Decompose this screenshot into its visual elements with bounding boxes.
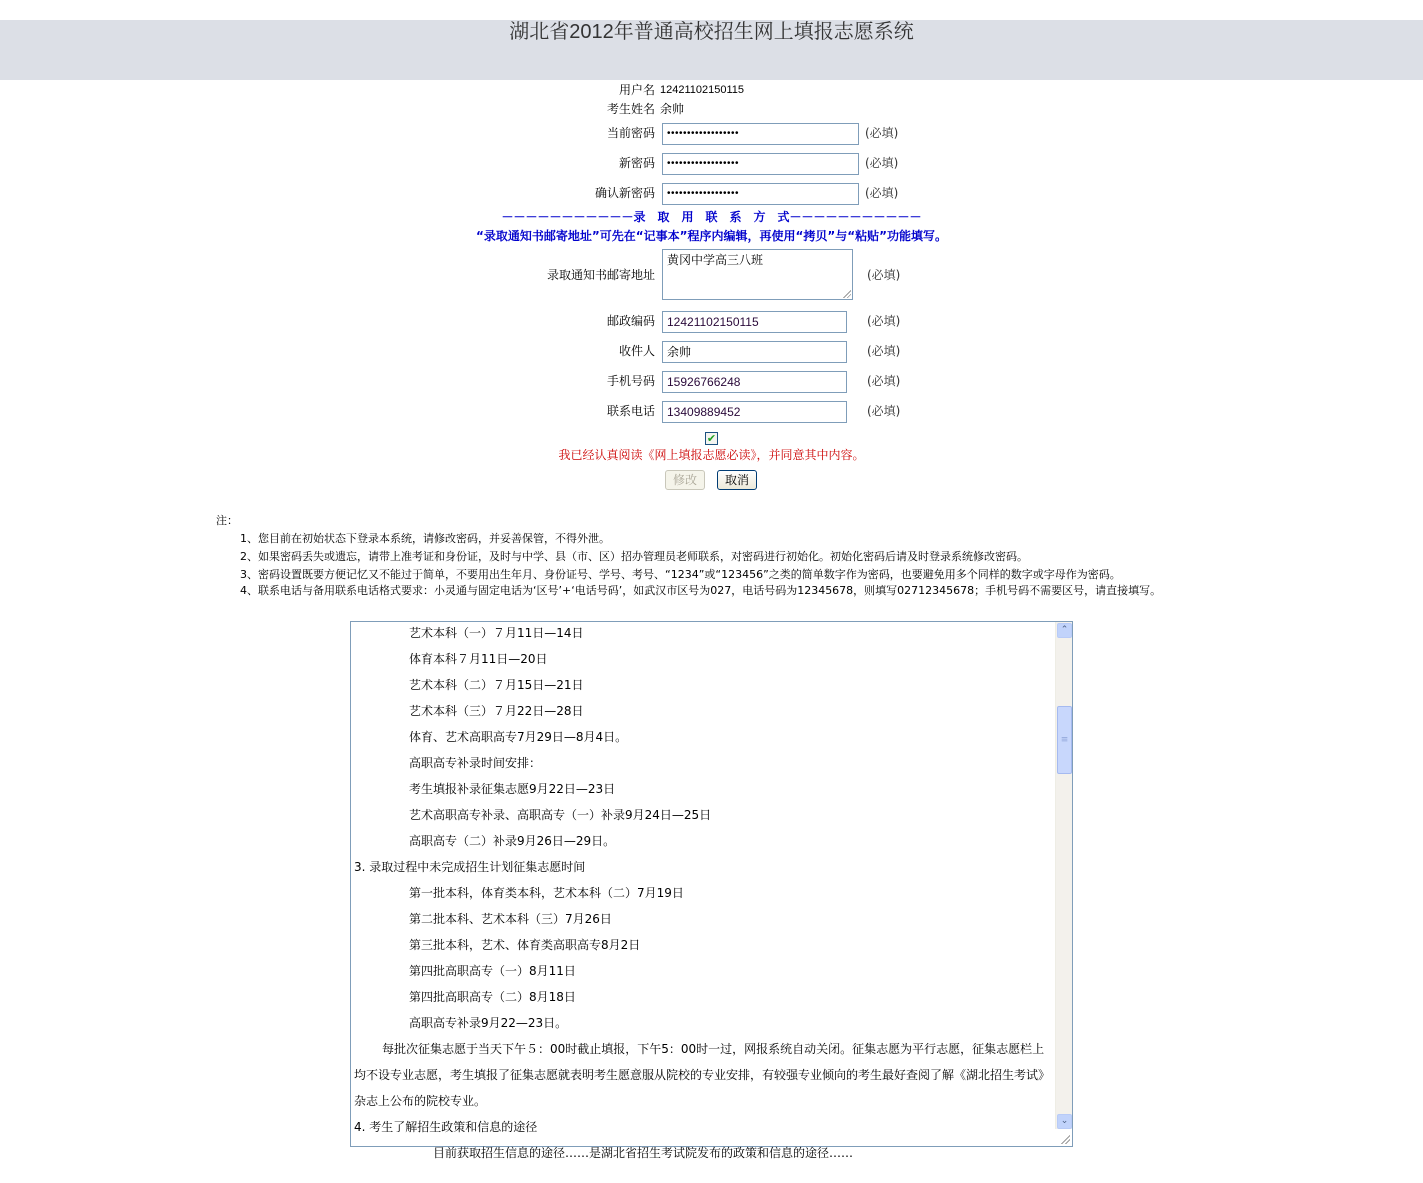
modify-button[interactable]: 修改 <box>665 470 705 490</box>
vertical-scrollbar[interactable] <box>1055 622 1072 1130</box>
name-label: 考生姓名 <box>606 102 655 116</box>
content-line: 第三批本科，艺术、体育类高职高专8月2日 <box>409 938 641 952</box>
address-textarea[interactable] <box>662 249 853 300</box>
resize-grip-icon[interactable] <box>1055 1129 1072 1146</box>
note-item: 2、如果密码丢失或遗忘，请带上准考证和身份证，及时与中学、县（市、区）招办管理员老师联系，对密码进行初始化。初始化密码后请及时登录系统修改密码。 <box>240 550 1028 563</box>
phone-required: (必填) <box>867 404 901 418</box>
agree-text: 我已经认真阅读《网上填报志愿必读》，并同意其中内容。 <box>558 448 865 462</box>
username-row <box>0 80 1423 100</box>
username-value: 12421102150115 <box>660 84 745 96</box>
content-line: 第二批本科、艺术本科（三）7月26日 <box>409 912 612 926</box>
mobile-input[interactable]: 15926766248 <box>662 371 847 393</box>
cancel-button[interactable]: 取消 <box>717 470 757 490</box>
scroll-down-icon[interactable]: ⌄ <box>1057 1114 1072 1129</box>
contact-section-title: －－－－－－－－－－－录 取 用 联 系 方 式－－－－－－－－－－－ <box>501 210 922 224</box>
mobile-label: 手机号码 <box>606 374 655 388</box>
scroll-thumb[interactable]: ≡ <box>1057 706 1072 774</box>
content-line: 艺术本科（三）７月22日—28日 <box>409 704 584 718</box>
content-line: 体育本科７月11日—20日 <box>409 652 548 666</box>
checkmark-icon: ✔ <box>706 432 717 445</box>
content-line: 第一批本科，体育类本科，艺术本科（二）7月19日 <box>409 886 684 900</box>
address-required: (必填) <box>867 268 901 282</box>
confirm-password-required: (必填) <box>865 186 899 200</box>
contact-hint: “录取通知书邮寄地址”可先在“记事本”程序内编辑，再使用“拷贝”与“粘贴”功能填写。 <box>475 229 948 243</box>
notes-section <box>216 512 1206 598</box>
content-line: 第四批高职高专（二）8月18日 <box>409 990 576 1004</box>
new-password-label: 新密码 <box>618 156 655 170</box>
content-heading: 3. 录取过程中未完成招生计划征集志愿时间 <box>354 860 586 874</box>
confirm-password-input[interactable]: •••••••••••••••••• <box>662 183 859 205</box>
new-password-input[interactable]: •••••••••••••••••• <box>662 153 859 175</box>
current-password-label: 当前密码 <box>606 126 655 140</box>
content-line: 高职高专补录9月22—23日。 <box>409 1016 568 1030</box>
content-line: 考生填报补录征集志愿9月22日—23日 <box>409 782 616 796</box>
agree-checkbox[interactable] <box>705 432 718 445</box>
content-line: 体育、艺术高职高专7月29日—8月4日。 <box>409 730 628 744</box>
content-line: 艺术本科（一）７月11日—14日 <box>409 626 584 640</box>
postcode-label: 邮政编码 <box>606 314 655 328</box>
content-line: 目前获取招生信息的途径……是湖北省招生考试院发布的政策和信息的途径…… <box>409 1146 854 1160</box>
name-value: 余帅 <box>660 102 685 116</box>
recipient-input[interactable]: 余帅 <box>662 341 847 363</box>
content-line: 高职高专补录时间安排： <box>409 756 542 770</box>
new-password-required: (必填) <box>865 156 899 170</box>
phone-label: 联系电话 <box>606 404 655 418</box>
content-paragraph: 每批次征集志愿于当天下午５：00时截止填报，下午5：00时一过，网报系统自动关闭。征集志愿为平行志愿，征集志愿栏上均不设专业志愿，考生填报了征集志愿就表明考生愿意服从院校的专业安排，有较强专业倾向的考生最好查阅了解《湖北招生考试》杂志上公布的院校专业。 <box>354 1042 1051 1108</box>
content-line: 艺术本科（二）７月15日—21日 <box>409 678 584 692</box>
recipient-required: (必填) <box>867 344 901 358</box>
notice-content <box>354 620 1054 1166</box>
name-row <box>0 99 1423 119</box>
content-line: 高职高专（二）补录9月26日—29日。 <box>409 834 616 848</box>
note-item: 3、密码设置既要方便记忆又不能过于简单，不要用出生年月、身份证号、学号、考号、“1234”或“123456”之类的简单数字作为密码，也要避免用多个同样的数字或字母作为密码。 <box>240 568 1121 581</box>
mobile-required: (必填) <box>867 374 901 388</box>
address-label: 录取通知书邮寄地址 <box>546 268 655 282</box>
address-value: 黄冈中学高三八班 <box>667 253 764 267</box>
postcode-required: (必填) <box>867 314 901 328</box>
phone-input[interactable]: 13409889452 <box>662 401 847 423</box>
username-label: 用户名 <box>618 83 655 97</box>
current-password-input[interactable]: •••••••••••••••••• <box>662 123 859 145</box>
resize-grip-icon[interactable] <box>842 289 851 298</box>
page-title: 湖北省2012年普通高校招生网上填报志愿系统 <box>509 21 914 43</box>
content-line: 第四批高职高专（一）8月11日 <box>409 964 576 978</box>
recipient-label: 收件人 <box>618 344 655 358</box>
content-line: 艺术高职高专补录、高职高专（一）补录9月24日—25日 <box>409 808 712 822</box>
scroll-up-icon[interactable]: ⌃ <box>1057 623 1072 638</box>
notes-title: 注： <box>216 514 238 527</box>
notice-content-box[interactable] <box>350 621 1073 1160</box>
postcode-input[interactable]: 12421102150115 <box>662 311 847 333</box>
content-heading: 4. 考生了解招生政策和信息的途径 <box>354 1120 538 1134</box>
current-password-required: (必填) <box>865 126 899 140</box>
note-item: 4、联系电话与备用联系电话格式要求：小灵通与固定电话为‘区号’+‘电话号码’，如武汉市区号为027，电话号码为12345678，则填写02712345678；手机号码不需要区号，请直接填写。 <box>240 584 1162 597</box>
confirm-password-label: 确认新密码 <box>594 186 655 200</box>
note-item: 1、您目前在初始状态下登录本系统，请修改密码，并妥善保管，不得外泄。 <box>240 532 610 545</box>
